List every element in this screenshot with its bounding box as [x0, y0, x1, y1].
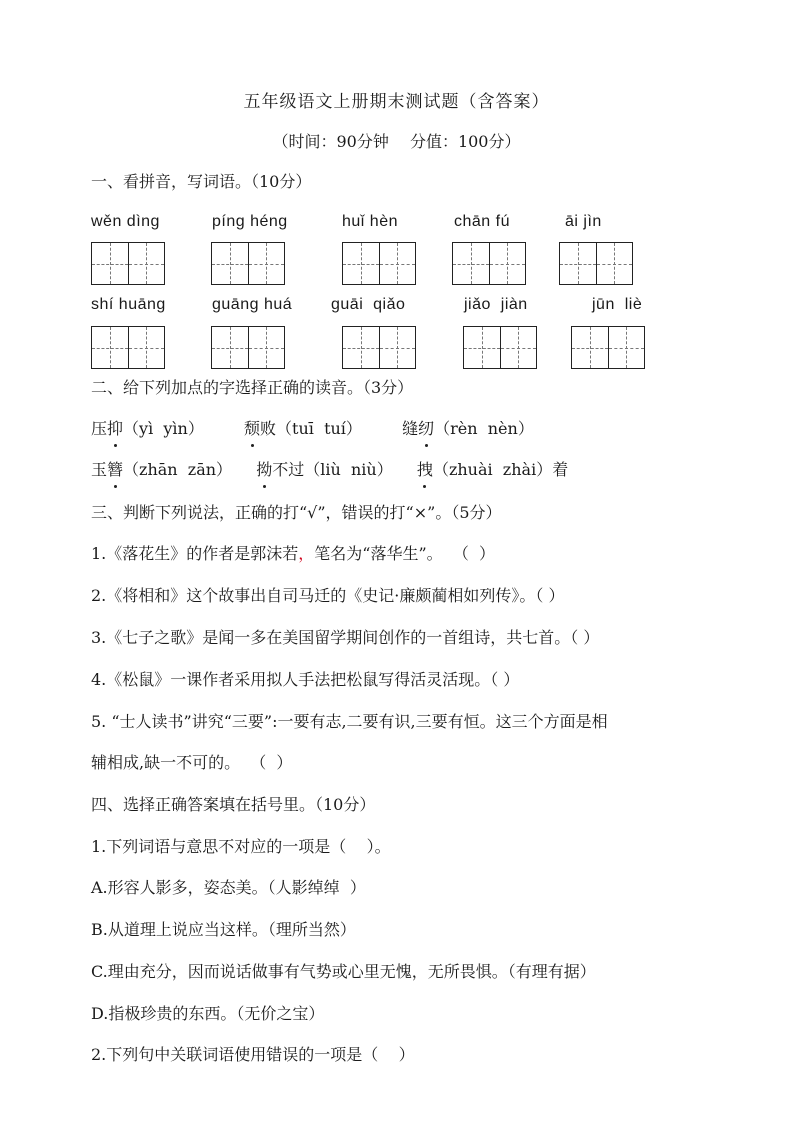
judgement-item: 5. “士人读书”讲究“三要”:一要有志,二要有识,三要有恒。这三个方面是相 [91, 712, 608, 731]
writing-grid[interactable] [91, 326, 165, 369]
judgement-item: 3.《七子之歌》是闻一多在美国留学期间创作的一首组诗，共七首。（ ） [91, 628, 600, 647]
item-text: 笔名为“落华生”。 （ ） [314, 544, 496, 563]
reading-question-row [91, 459, 568, 481]
word: 不过 [272, 460, 305, 479]
section-1-heading: 一、看拼音，写词语。（10分） [91, 172, 312, 191]
reading-options: （rèn nèn） [434, 419, 534, 438]
pinyin-label: āi jìn [565, 213, 602, 230]
pinyin-label: jūn liè [592, 296, 643, 313]
word: 败 [260, 419, 277, 438]
reading-options: （tuī tuí） [276, 419, 362, 438]
choice-b: B.从道理上说应当这样。（理所当然） [91, 920, 356, 939]
exam-info: （时间：90分钟 分值：100分） [272, 132, 521, 151]
section-2-heading: 二、给下列加点的字选择正确的读音。（3分） [91, 378, 414, 397]
pinyin-label: guāng huá [212, 296, 293, 313]
section-3-heading: 三、判断下列说法，正确的打“√”，错误的打“×”。（5分） [91, 503, 502, 522]
page-title: 五年级语文上册期末测试题（含答案） [243, 92, 550, 112]
word: 缝 [402, 419, 419, 438]
reading-options: （liù niù） [304, 460, 393, 479]
reading-options: （zhān zān） [123, 460, 233, 479]
dotted-character: 拽 [416, 460, 433, 479]
writing-grid[interactable] [211, 326, 285, 369]
reading-question-row [91, 418, 534, 440]
pinyin-label: guāi qiǎo [331, 296, 406, 313]
judgement-item: 2.《将相和》这个故事出自司马迁的《史记·廉颇蔺相如列传》。（ ） [91, 586, 565, 605]
writing-grid[interactable] [463, 326, 537, 369]
dotted-character: 抑 [107, 419, 124, 438]
question: 1.下列词语与意思不对应的一项是（ ）。 [91, 837, 391, 856]
choice-a: A.形容人影多，姿态美。（人影绰绰 ） [91, 878, 366, 897]
word: 压 [91, 419, 108, 438]
pinyin-label: huǐ hèn [342, 213, 398, 230]
dotted-character: 颓 [244, 419, 261, 438]
choice-c: C.理由充分，因而说话做事有气势或心里无愧，无所畏惧。（有理有据） [91, 962, 596, 981]
word: 玉 [91, 460, 108, 479]
writing-grid[interactable] [211, 242, 285, 285]
writing-grid[interactable] [342, 242, 416, 285]
judgement-item: 4.《松鼠》一课作者采用拟人手法把松鼠写得活灵活现。（ ） [91, 670, 520, 689]
pinyin-label: jiǎo jiàn [464, 296, 528, 313]
writing-grid[interactable] [452, 242, 526, 285]
judgement-item [91, 543, 495, 565]
judgement-item: 辅相成,缺一不可的。 （ ） [91, 753, 293, 772]
pinyin-label: chān fú [454, 213, 510, 230]
pinyin-label: wěn dìng [91, 213, 160, 230]
question: 2.下列句中关联词语使用错误的一项是（ ） [91, 1045, 415, 1064]
item-text: 1.《落花生》的作者是郭沫若 [91, 544, 299, 563]
reading-options: （zhuài zhài）着 [432, 460, 569, 479]
pinyin-label: shí huāng [91, 296, 166, 313]
dotted-character: 拗 [256, 460, 273, 479]
section-4-heading: 四、选择正确答案填在括号里。（10分） [91, 795, 376, 814]
dotted-character: 簪 [107, 460, 124, 479]
dotted-character: 纫 [418, 419, 435, 438]
pinyin-label: píng héng [212, 213, 288, 230]
reading-options: （yì yìn） [123, 419, 204, 438]
writing-grid[interactable] [342, 326, 416, 369]
writing-grid[interactable] [571, 326, 645, 369]
choice-d: D.指极珍贵的东西。（无价之宝） [91, 1004, 325, 1023]
red-comma: ， [298, 544, 315, 563]
writing-grid[interactable] [559, 242, 633, 285]
writing-grid[interactable] [91, 242, 165, 285]
